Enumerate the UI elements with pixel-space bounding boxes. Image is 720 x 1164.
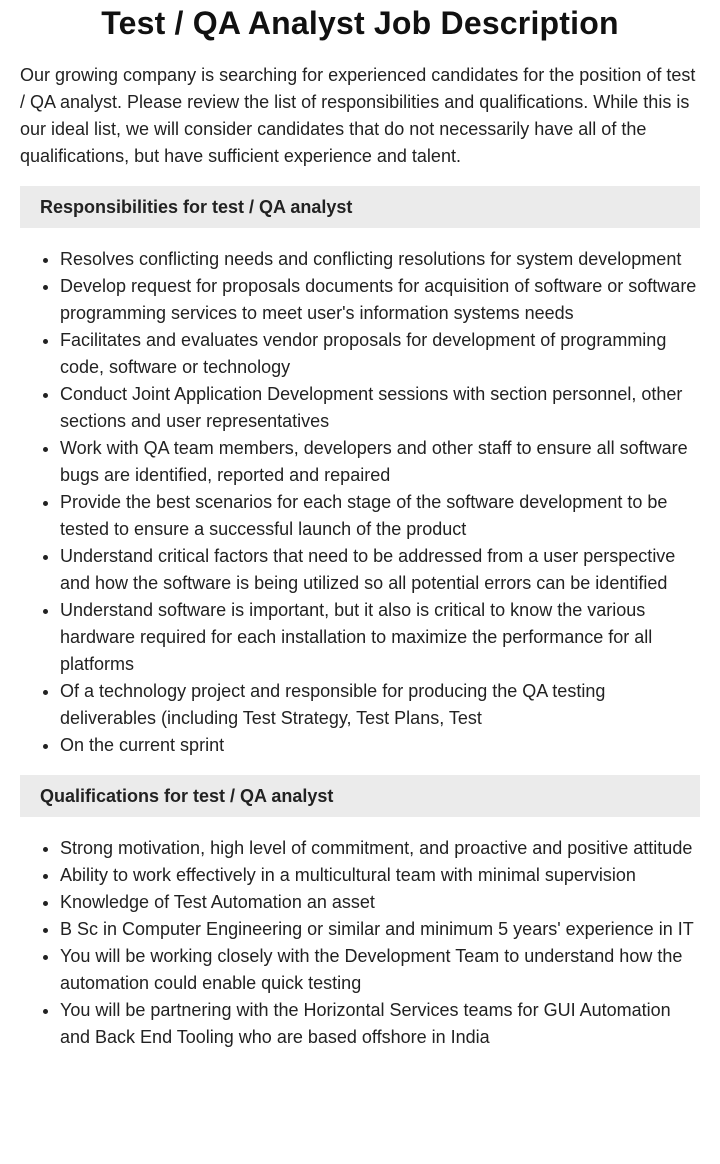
list-item: • B Sc in Computer Engineering or similar and minimum 5 years' experience in IT: [60, 916, 700, 943]
page-title: Test / QA Analyst Job Description: [101, 5, 619, 41]
responsibilities-heading: Responsibilities for test / QA analyst: [20, 186, 700, 228]
list-item: • Conduct Joint Application Development sessions with section personnel, other sections and user representatives: [60, 381, 700, 435]
list-item: • Strong motivation, high level of commitment, and proactive and positive attitude: [60, 835, 700, 862]
list-item: • Resolves conflicting needs and conflicting resolutions for system development: [60, 246, 700, 273]
list-item: • Understand critical factors that need to be addressed from a user perspective and how the software is being utilized so all potential errors can be identified: [60, 543, 700, 597]
list-item: • Develop request for proposals documents for acquisition of software or software programming services to meet user's information systems needs: [60, 273, 700, 327]
qualifications-list: [20, 835, 700, 1051]
list-item: • You will be partnering with the Horizontal Services teams for GUI Automation and Back End Tooling who are based offshore in India: [60, 997, 700, 1051]
list-item: • Provide the best scenarios for each stage of the software development to be tested to ensure a successful launch of the product: [60, 489, 700, 543]
list-item: • Of a technology project and responsible for producing the QA testing deliverables (including Test Strategy, Test Plans, Test: [60, 678, 700, 732]
list-item: • Facilitates and evaluates vendor proposals for development of programming code, software or technology: [60, 327, 700, 381]
list-item: • Knowledge of Test Automation an asset: [60, 889, 700, 916]
list-item: • You will be working closely with the Development Team to understand how the automation could enable quick testing: [60, 943, 700, 997]
list-item: • Work with QA team members, developers and other staff to ensure all software bugs are identified, reported and repaired: [60, 435, 700, 489]
list-item: • On the current sprint: [60, 732, 700, 759]
qualifications-heading: Qualifications for test / QA analyst: [20, 775, 700, 817]
responsibilities-list: [20, 246, 700, 759]
list-item: • Understand software is important, but it also is critical to know the various hardware required for each installation to maximize the performance for all platforms: [60, 597, 700, 678]
list-item: • Ability to work effectively in a multicultural team with minimal supervision: [60, 862, 700, 889]
intro-paragraph: Our growing company is searching for experienced candidates for the position of test / QA analyst. Please review the list of responsibilities and qualifications. While this is our ideal list, we will consider candidates that do not necessarily have all of the qualifications, but have sufficient experience and talent.: [20, 65, 696, 166]
